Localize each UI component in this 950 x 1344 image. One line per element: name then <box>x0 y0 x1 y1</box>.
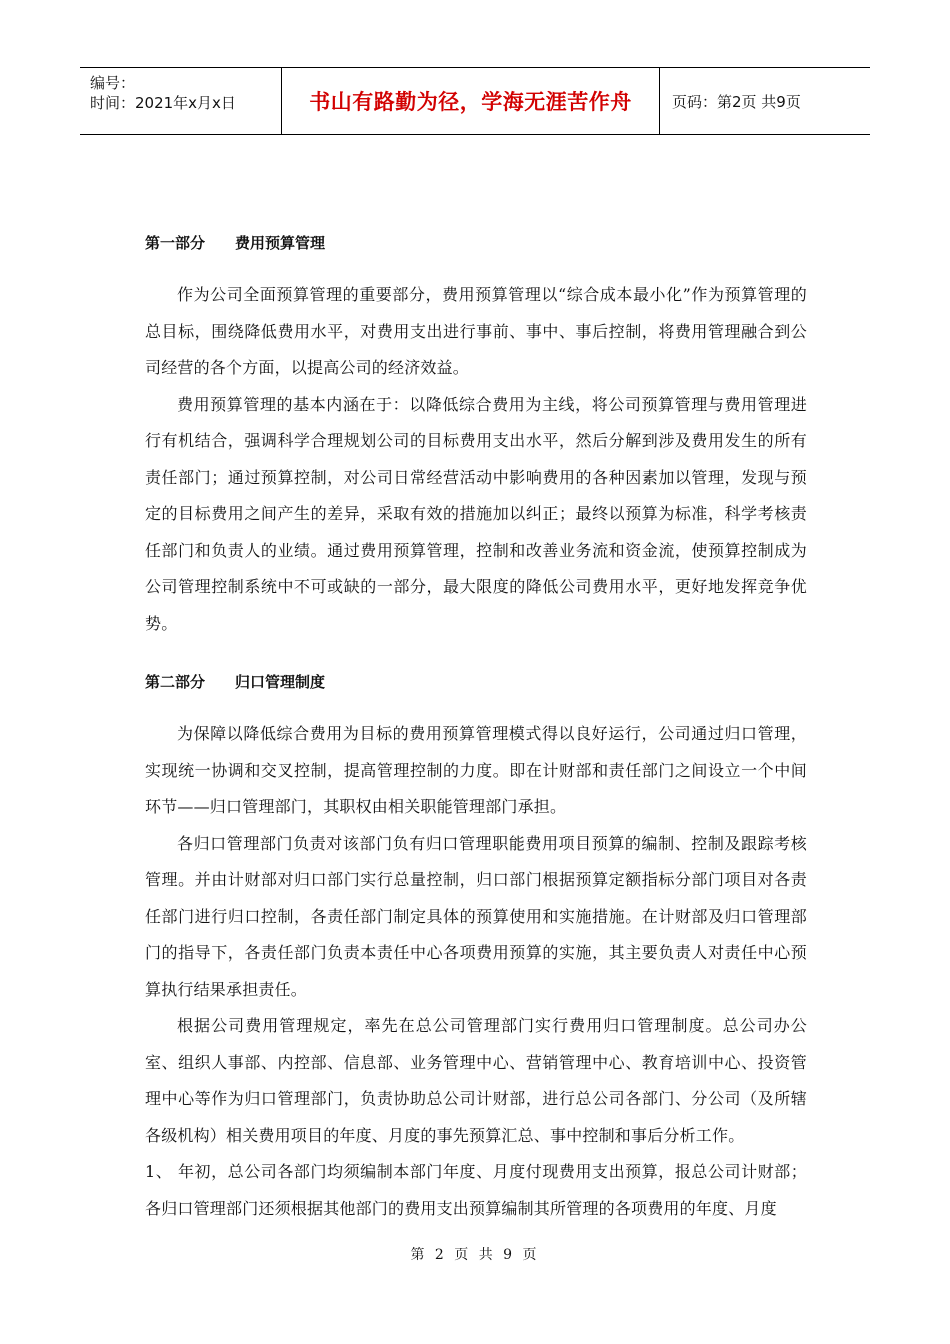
section-title: 归口管理制度 <box>235 673 326 691</box>
paragraph: 作为公司全面预算管理的重要部分，费用预算管理以“综合成本最小化”作为预算管理的总目标，围绕降低费用水平，对费用支出进行事前、事中、事后控制，将费用管理融合到公司经营的各个方面，以提高公司的经济效益。 <box>145 285 807 377</box>
page-header <box>80 67 870 135</box>
header-meta <box>80 68 282 134</box>
section-heading-1 <box>145 225 807 261</box>
time-label: 时间：2021年x月x日 <box>90 94 236 112</box>
section-number: 第二部分 <box>145 673 206 691</box>
header-motto: 书山有路勤为径，学海无涯苦作舟 <box>282 68 660 134</box>
number-label: 编号： <box>90 74 136 92</box>
section-number: 第一部分 <box>145 234 206 252</box>
paragraph: 根据公司费用管理规定，率先在总公司管理部门实行费用归口管理制度。总公司办公室、组织人事部、内控部、信息部、业务管理中心、营销管理中心、教育培训中心、投资管理中心等作为归口管理部门，负责协助总公司计财部，进行总公司各部门、分公司（及所辖各级机构）相关费用项目的年度、月度的事先预算汇总、事中控制和事后分析工作。 <box>145 1016 807 1145</box>
paragraph: 为保障以降低综合费用为目标的费用预算管理模式得以良好运行，公司通过归口管理，实现统一协调和交叉控制，提高管理控制的力度。即在计财部和责任部门之间设立一个中间环节——归口管理部门，其职权由相关职能管理部门承担。 <box>145 724 807 816</box>
paragraph: 费用预算管理的基本内涵在于：以降低综合费用为主线，将公司预算管理与费用管理进行有机结合，强调科学合理规划公司的目标费用支出水平，然后分解到涉及费用发生的所有责任部门；通过预算控制，对公司日常经营活动中影响费用的各种因素加以管理，发现与预定的目标费用之间产生的差异，采取有效的措施加以纠正；最终以预算为标准，科学考核责任部门和负责人的业绩。通过费用预算管理，控制和改善业务流和资金流，使预算控制成为公司管理控制系统中不可或缺的一部分，最大限度的降低公司费用水平，更好地发挥竞争优势。 <box>145 394 807 633</box>
page-footer: 第 2 页 共 9 页 <box>410 1247 540 1263</box>
list-item: 1、 年初，总公司各部门均须编制本部门年度、月度付现费用支出预算，报总公司计财部；各归口管理部门还须根据其他部门的费用支出预算编制其所管理的各项费用的年度、月度 <box>145 1162 807 1218</box>
document-body <box>145 225 807 1227</box>
section-heading-2 <box>145 664 807 700</box>
header-page-info: 页码：第2页 共9页 <box>672 92 801 111</box>
section-title: 费用预算管理 <box>235 234 326 252</box>
paragraph: 各归口管理部门负责对该部门负有归口管理职能费用项目预算的编制、控制及跟踪考核管理。并由计财部对归口部门实行总量控制，归口部门根据预算定额指标分部门项目对各责任部门进行归口控制，各责任部门制定具体的预算使用和实施措施。在计财部及归口管理部门的指导下，各责任部门负责本责任中心各项费用预算的实施，其主要负责人对责任中心预算执行结果承担责任。 <box>145 833 807 999</box>
